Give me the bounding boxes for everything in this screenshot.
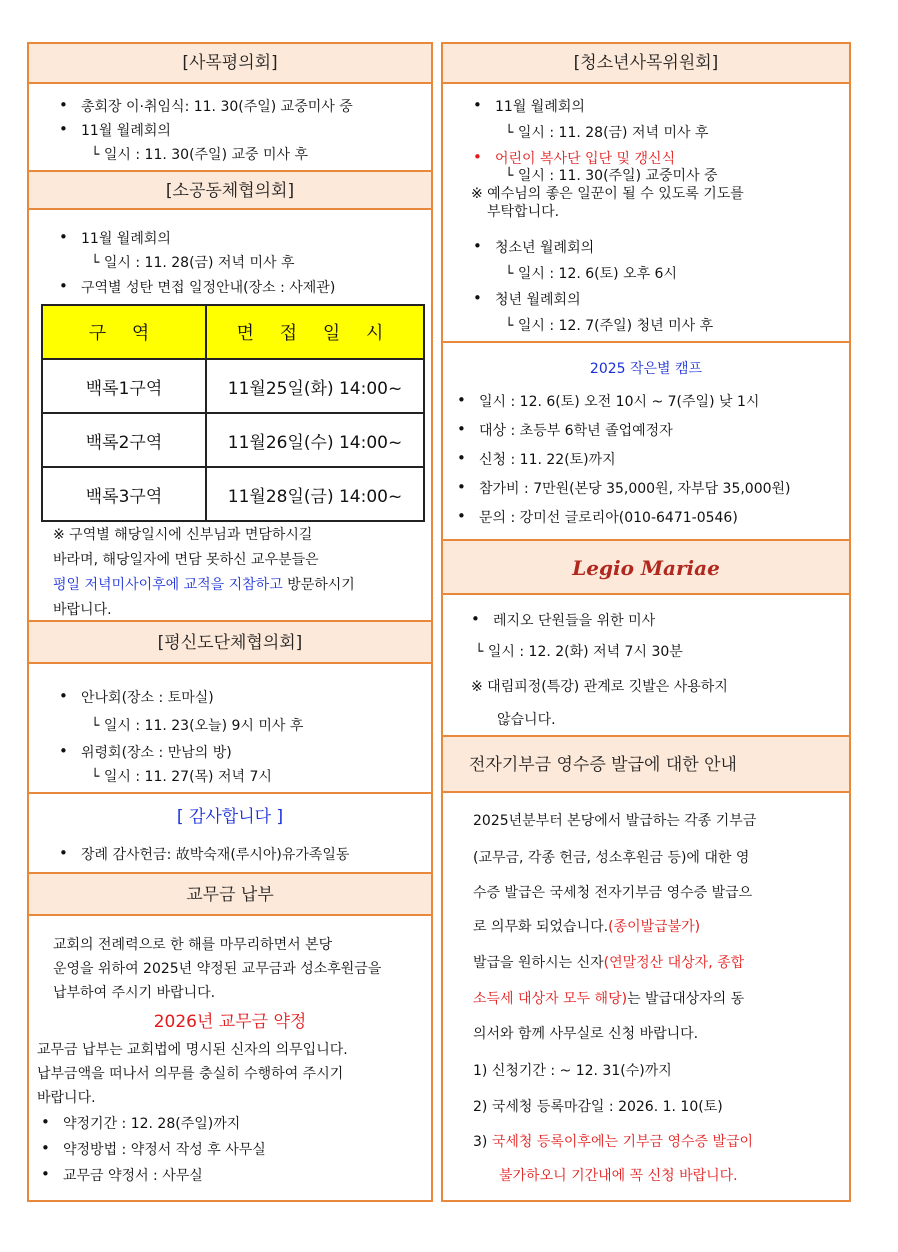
left-column [27, 42, 433, 1202]
table-header-cell: 구 역 [42, 305, 206, 359]
text: 는 발급대상자의 동 [627, 991, 745, 1007]
list-item: • 장례 감사헌금: 故박숙재(루시아)유가족일동 [81, 844, 349, 864]
samok-title: [사목평의회] [182, 53, 278, 73]
right-column [441, 42, 851, 1202]
paragraph-line: 2025년분부터 본당에서 발급하는 각종 기부금 [473, 813, 757, 829]
divider [443, 341, 849, 343]
table-row [42, 359, 424, 413]
note-text: 방문하시기 [282, 577, 355, 593]
paragraph-line: 운영을 위하여 2025년 약정된 교무금과 성소후원금을 [53, 961, 382, 977]
paragraph-line: 납부금액을 떠나서 의무를 충실히 수행하여 주시기 [37, 1066, 344, 1082]
text: 로 의무화 되었습니다. [473, 919, 609, 935]
paragraph-line: 납부하여 주시기 바랍니다. [53, 985, 216, 1001]
dues-header [29, 872, 431, 916]
list-subitem: └ 일시 : 11. 23(오늘) 9시 미사 후 [91, 718, 304, 734]
warning-text: 불가하오니 기간내에 꼭 신청 바랍니다. [499, 1168, 738, 1184]
list-subitem: └ 일시 : 12. 2(화) 저녁 7시 30분 [475, 644, 683, 660]
list-item: • 위령회(장소 : 만남의 방) [81, 742, 232, 762]
list-item: • 문의 : 강미선 글로리아(010-6471-0546) [479, 507, 738, 527]
list-item: • 안나회(장소 : 토마실) [81, 687, 214, 707]
list-item: • 11월 월례회의 [495, 96, 585, 116]
table-cell: 11월25일(화) 14:00~ [206, 359, 424, 413]
sogong-title: [소공동체협의회] [165, 181, 295, 201]
list-subitem: └ 일시 : 11. 28(금) 저녁 미사 후 [505, 125, 709, 141]
youth-header [443, 44, 849, 84]
paragraph-line: 교무금 납부는 교회법에 명시된 신자의 의무입니다. [37, 1042, 348, 1058]
paper-unavailable-note: (종이발급불가) [608, 919, 701, 935]
paragraph-line: (교무금, 각종 헌금, 성소후원금 등)에 대한 영 [473, 850, 750, 866]
legio-header [443, 539, 849, 595]
youth-title: [청소년사목위원회] [573, 53, 719, 73]
list-item: • 일시 : 12. 6(토) 오전 10시 ~ 7(주일) 낮 1시 [479, 391, 759, 411]
legio-title: Legio Mariae [572, 556, 720, 580]
list-subitem: └ 일시 : 11. 27(목) 저녁 7시 [91, 769, 272, 785]
receipt-header [443, 735, 849, 793]
list-subitem: └ 일시 : 12. 7(주일) 청년 미사 후 [505, 318, 714, 334]
list-item: • 11월 월례회의 [81, 228, 171, 248]
list-item: • 청소년 월례회의 [495, 237, 594, 257]
note-line: ※ 대림피정(특강) 관계로 깃발은 사용하지 [471, 679, 728, 695]
note-line: ※ 예수님의 좋은 일꾼이 될 수 있도록 기도를 [471, 186, 744, 202]
list-item: • 청년 월례회의 [495, 289, 581, 309]
paragraph-line [473, 952, 744, 972]
note-line: ※ 구역별 해당일시에 신부님과 면담하시길 [53, 527, 313, 543]
numbered-item: 1) 신청기간 : ~ 12. 31(수)까지 [473, 1063, 672, 1079]
list-subitem: └ 일시 : 11. 30(주일) 교중 미사 후 [91, 147, 309, 163]
note-line: 부탁합니다. [487, 204, 560, 220]
paragraph-line [473, 916, 700, 936]
dues-title: 교무금 납부 [186, 885, 274, 905]
divider [29, 792, 431, 794]
list-item: • 약정방법 : 약정서 작성 후 사무실 [63, 1139, 266, 1159]
text: 발급을 원하시는 신자 [473, 955, 604, 971]
list-subitem: └ 일시 : 11. 30(주일) 교중미사 중 [505, 168, 718, 184]
list-item: • 어린이 복사단 입단 및 갱신식 [495, 148, 675, 168]
table-cell: 백록2구역 [42, 413, 206, 467]
list-subitem: └ 일시 : 12. 6(토) 오후 6시 [505, 266, 677, 282]
highlight-text: 소득세 대상자 모두 해당) [473, 991, 628, 1007]
note-highlight: 평일 저녁미사이후에 교적을 지참하고 [53, 577, 283, 593]
paragraph-line: 교회의 전례력으로 한 해를 마무리하면서 본당 [53, 937, 333, 953]
sogong-header [29, 170, 431, 210]
table-cell: 백록1구역 [42, 359, 206, 413]
note-line: 바라며, 해당일자에 면담 못하신 교우분들은 [53, 552, 319, 568]
paragraph-line: 의서와 함께 사무실로 신청 바랍니다. [473, 1026, 699, 1042]
numbered-item: 2) 국세청 등록마감일 : 2026. 1. 10(토) [473, 1099, 723, 1115]
warning-text: 국세청 등록이후에는 기부금 영수증 발급이 [491, 1134, 754, 1150]
pyeongsin-title: [평신도단체협의회] [157, 633, 303, 653]
list-item: • 대상 : 초등부 6학년 졸업예정자 [479, 420, 673, 440]
dues-pledge-title: 2026년 교무금 약정 [153, 1012, 307, 1032]
pyeongsin-header [29, 620, 431, 664]
note-line: 바랍니다. [53, 602, 112, 618]
paragraph-line: 수증 발급은 국세청 전자기부금 영수증 발급으 [473, 885, 753, 901]
item-number: 3) [473, 1134, 492, 1150]
paragraph-line: 바랍니다. [37, 1090, 96, 1106]
list-subitem: └ 일시 : 11. 28(금) 저녁 미사 후 [91, 255, 295, 271]
paragraph-line [473, 988, 744, 1008]
table-row [42, 467, 424, 521]
table-header-row [42, 305, 424, 359]
samok-header [29, 44, 431, 84]
note-line [53, 574, 355, 594]
list-item: • 교무금 약정서 : 사무실 [63, 1165, 203, 1185]
list-item: • 약정기간 : 12. 28(주일)까지 [63, 1113, 240, 1133]
table-cell: 백록3구역 [42, 467, 206, 521]
thanks-title: [ 감사합니다 ] [176, 807, 284, 827]
highlight-text: (연말정산 대상자, 종합 [603, 955, 745, 971]
interview-schedule-table [41, 304, 425, 522]
receipt-title: 전자기부금 영수증 발급에 대한 안내 [469, 755, 737, 775]
list-item: • 총회장 이·취임식: 11. 30(주일) 교중미사 중 [81, 96, 353, 116]
list-item: • 참가비 : 7만원(본당 35,000원, 자부담 35,000원) [479, 478, 791, 498]
list-item: • 11월 월례회의 [81, 120, 171, 140]
camp-title: 2025 작은별 캠프 [589, 361, 703, 377]
numbered-item [473, 1131, 753, 1151]
list-item: • 신청 : 11. 22(토)까지 [479, 449, 616, 469]
list-item: • 레지오 단원들을 위한 미사 [493, 610, 655, 630]
table-header-cell: 면 접 일 시 [206, 305, 424, 359]
note-line: 않습니다. [497, 712, 556, 728]
table-row [42, 413, 424, 467]
table-cell: 11월28일(금) 14:00~ [206, 467, 424, 521]
list-item: • 구역별 성탄 면접 일정안내(장소 : 사제관) [81, 277, 335, 297]
table-cell: 11월26일(수) 14:00~ [206, 413, 424, 467]
